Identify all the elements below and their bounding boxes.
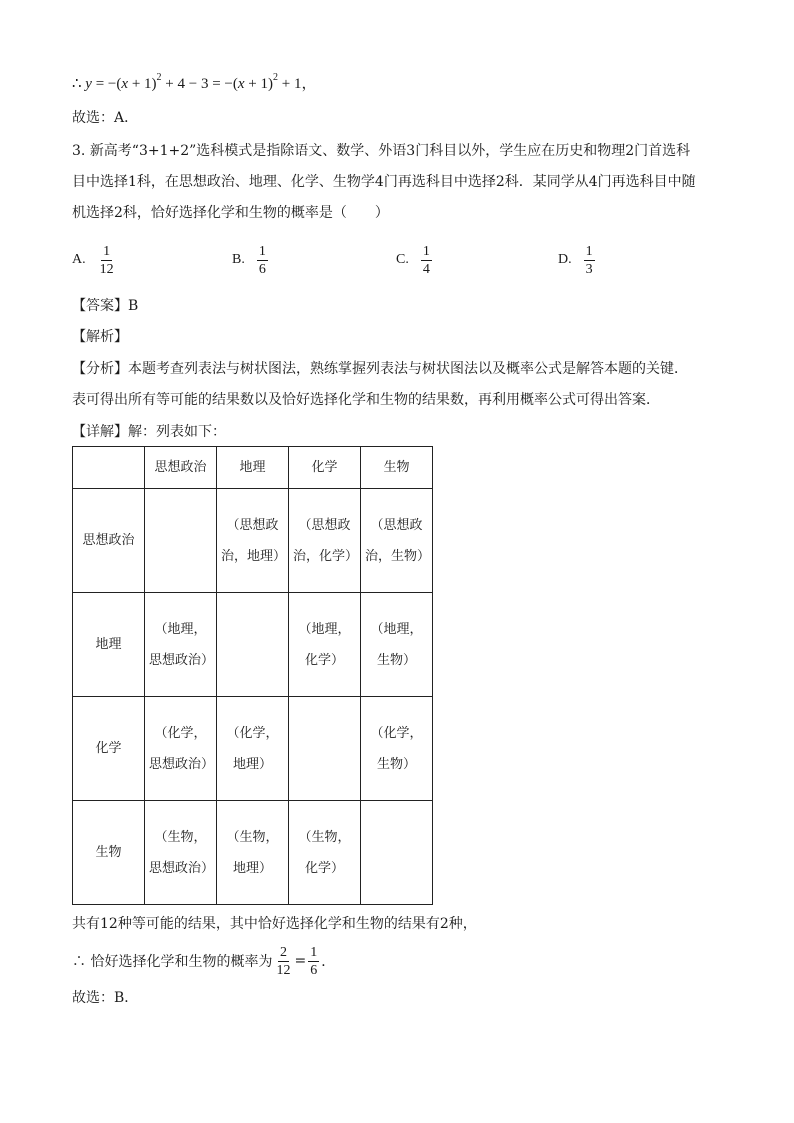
table-cell — [217, 593, 289, 697]
table-cell: （生物，思想政治） — [145, 801, 217, 905]
answer-line — [72, 296, 138, 316]
option-fraction — [421, 243, 432, 278]
table-row — [73, 489, 433, 593]
table-row — [73, 593, 433, 697]
var-x: x — [237, 76, 245, 92]
question-line-1 — [72, 141, 690, 161]
option-d[interactable] — [558, 238, 595, 282]
exponent: 2 — [273, 72, 279, 83]
table-row — [73, 801, 433, 905]
numerator: 1 — [422, 243, 430, 259]
option-b[interactable] — [232, 238, 268, 282]
numerator: 1 — [585, 243, 593, 259]
question-line-2: 目中选择1科，在思想政治、地理、化学、生物学4门再选科目中选择2科．某同学从4门再选科目中随 — [72, 174, 696, 190]
option-label: D. — [558, 252, 572, 267]
table-cell: （思想政治，生物） — [361, 489, 433, 593]
option-fraction — [584, 243, 595, 278]
analysis-line-2: 表可得出所有等可能的结果数以及恰好选择化学和生物的结果数，再利用概率公式可得出答案． — [72, 392, 660, 408]
period: ． — [321, 954, 336, 970]
table-header-cell: 生物 — [361, 447, 433, 489]
question-text: 新高考“3+1+2”选科模式是指除语文、数学、外语3门科目以外，学生应在历史和物理2门首选科 — [89, 143, 691, 159]
var-x: x — [121, 76, 129, 92]
denominator: 12 — [276, 962, 291, 978]
table-cell: （地理，生物） — [361, 593, 433, 697]
numerator: 1 — [258, 243, 266, 259]
fraction-1-6 — [308, 944, 319, 979]
table-header-cell: 化学 — [289, 447, 361, 489]
table-header-row — [73, 447, 433, 489]
fraction-2-12 — [274, 944, 292, 979]
eq-segment: + 4 − 3 = −( — [161, 76, 238, 92]
detail-tag: 【详解】 — [72, 424, 128, 440]
eq-segment: + 1， — [278, 76, 317, 92]
final-answer: 故选：B． — [72, 990, 139, 1006]
table-header-cell: 思想政治 — [145, 447, 217, 489]
table-cell: （生物，地理） — [217, 801, 289, 905]
eq-segment: + 1) — [244, 76, 274, 92]
table-cell: （生物，化学） — [289, 801, 361, 905]
numerator: 2 — [279, 944, 287, 960]
analysis-text: 本题考查列表法与树状图法，熟练掌握列表法与树状图法以及概率公式是解答本题的关键． — [128, 361, 688, 377]
table-cell: （化学，生物） — [361, 697, 433, 801]
option-label: B. — [232, 252, 245, 267]
table-cell: （地理，思想政治） — [145, 593, 217, 697]
analysis-subtag: 【分析】 — [72, 361, 128, 377]
probability-line — [72, 940, 335, 982]
exponent: 2 — [156, 72, 162, 83]
conclusion-line-1: 共有12种等可能的结果，其中恰好选择化学和生物的结果有2种， — [72, 916, 477, 932]
answer-options — [72, 238, 632, 282]
table-cell — [145, 489, 217, 593]
table-cell: （地理，化学） — [289, 593, 361, 697]
numerator: 1 — [103, 243, 111, 259]
detail-line — [72, 422, 226, 442]
table-cell: （思想政治，化学） — [289, 489, 361, 593]
answer-value: B — [128, 298, 139, 314]
equals-sign: = — [294, 953, 307, 969]
table-row — [73, 697, 433, 801]
option-c[interactable] — [396, 238, 432, 282]
analysis-line-1 — [72, 359, 688, 379]
table-cell: （思想政治，地理） — [217, 489, 289, 593]
question-number: 3. — [72, 143, 86, 159]
detail-text: 解：列表如下： — [128, 424, 226, 440]
row-header-cell: 思想政治 — [73, 489, 145, 593]
table-cell — [361, 801, 433, 905]
denominator: 6 — [310, 962, 318, 978]
row-header-cell: 化学 — [73, 697, 145, 801]
option-label: C. — [396, 252, 409, 267]
table-header-cell: 地理 — [217, 447, 289, 489]
outcome-table — [72, 446, 433, 905]
denominator: 4 — [422, 261, 430, 277]
analysis-tag: 【解析】 — [72, 329, 128, 345]
probability-text: ∴ 恰好选择化学和生物的概率为 — [72, 954, 273, 970]
option-label: A. — [72, 252, 86, 267]
row-header-cell: 地理 — [73, 593, 145, 697]
numerator: 1 — [310, 944, 318, 960]
row-header-cell: 生物 — [73, 801, 145, 905]
eq-segment: = −( — [91, 76, 122, 92]
table-cell: （化学，思想政治） — [145, 697, 217, 801]
denominator: 12 — [99, 261, 114, 277]
table-cell: （化学，地理） — [217, 697, 289, 801]
table-cell — [73, 447, 145, 489]
denominator: 6 — [258, 261, 266, 277]
option-fraction — [257, 243, 268, 278]
denominator: 3 — [585, 261, 593, 277]
table-cell — [289, 697, 361, 801]
equation-line — [72, 74, 316, 94]
therefore-symbol: ∴ — [72, 76, 86, 92]
prev-answer: 故选：A． — [72, 110, 139, 126]
option-a[interactable] — [72, 238, 116, 282]
eq-segment: + 1) — [128, 76, 157, 92]
answer-tag: 【答案】 — [72, 298, 128, 314]
option-fraction — [98, 243, 116, 278]
question-line-3: 机选择2科，恰好选择化学和生物的概率是（ ） — [72, 205, 389, 221]
var-y: y — [85, 76, 92, 92]
